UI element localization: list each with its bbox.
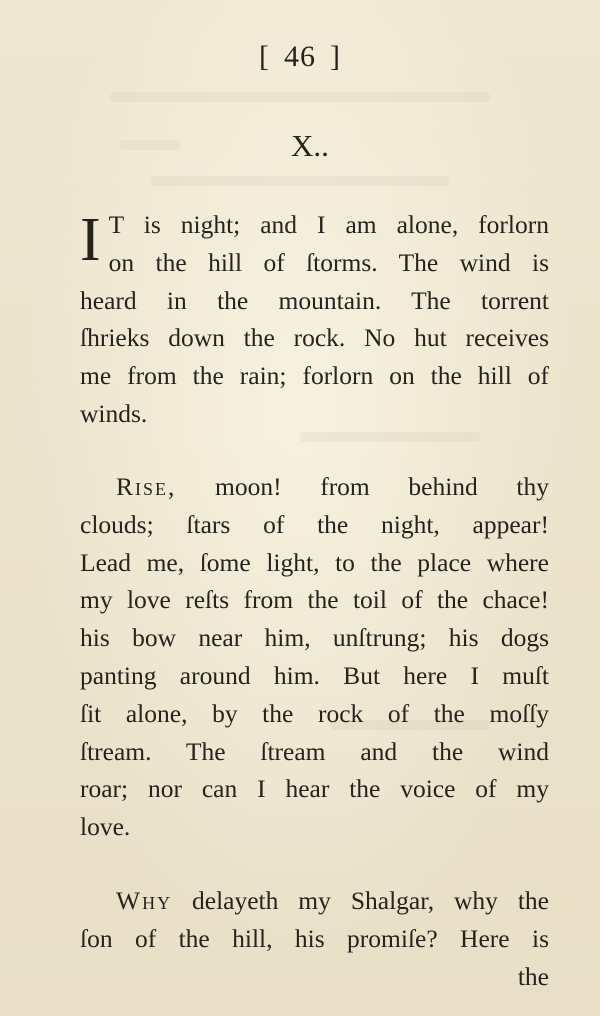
page-number-open-bracket: [ (259, 40, 270, 73)
small-caps-lead: Rise, (116, 472, 177, 501)
text-line-rest: moon! from behind thy (176, 472, 549, 501)
section-number: X.. (291, 128, 329, 163)
paragraph-3 (80, 882, 549, 995)
text-line: ſhrieks down the rock. No hut receives (80, 323, 549, 353)
catchword: the (517, 961, 549, 991)
small-caps-lead: Why (116, 886, 173, 915)
text-line: my love reſts from the toil of the chace! (80, 585, 549, 615)
page-number-close-bracket: ] (330, 40, 341, 73)
text-line: roar; nor can I hear the voice of my (80, 774, 549, 804)
page-number: 46 (284, 40, 316, 73)
text-line: ſtream. The ſtream and the wind (80, 736, 549, 766)
text-line: his bow near him, unſtrung; his dogs (80, 623, 549, 653)
text-line: me from the rain; forlorn on the hill of (80, 361, 549, 391)
text-line: Lead me, ſome light, to the place where (80, 547, 549, 577)
text-line: winds. (80, 398, 148, 428)
page-number-header (0, 40, 600, 74)
paragraph-1 (80, 206, 549, 433)
text-line: on the hill of ſtorms. The wind is (108, 247, 549, 277)
text-line: love. (80, 812, 131, 842)
text-line: ſon of the hill, his promiſe? Here is (80, 923, 549, 953)
paragraph-2 (80, 468, 549, 846)
text-line (80, 468, 549, 506)
text-line: heard in the mountain. The torrent (80, 285, 549, 315)
text-line (80, 882, 549, 920)
text-line: T is night; and I am alone, forlorn (108, 210, 549, 239)
text-line: ſit alone, by the rock of the moſſy (80, 698, 549, 728)
text-line-rest: delayeth my Shalgar, why the (172, 886, 549, 915)
text-line: panting around him. But here I muſt (80, 660, 549, 690)
text-line: clouds; ſtars of the night, appear! (80, 509, 549, 539)
drop-cap: I (80, 206, 101, 274)
